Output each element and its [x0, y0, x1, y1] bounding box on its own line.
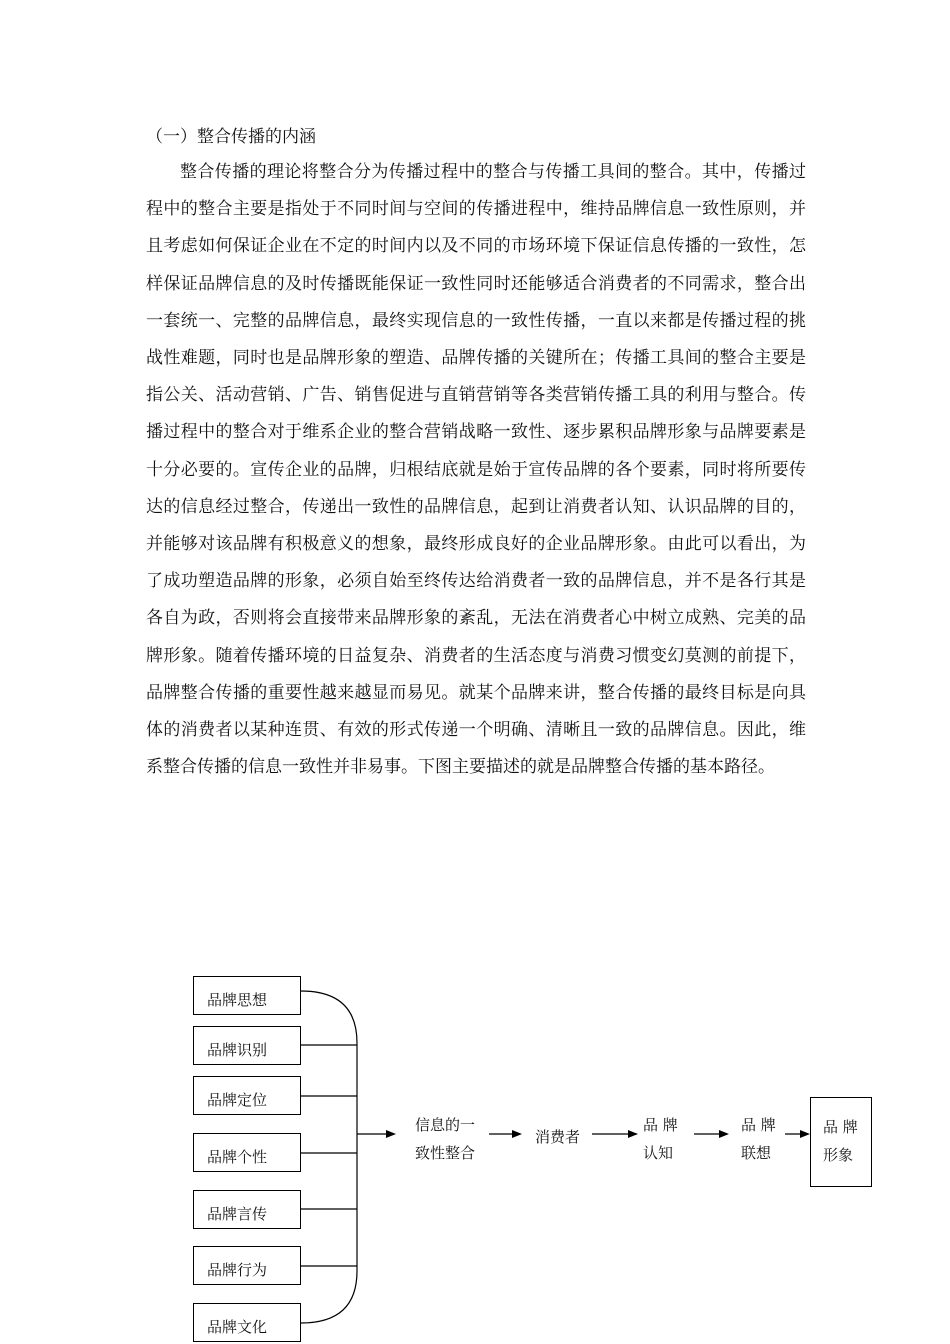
- node-association-line2: 联想: [741, 1144, 772, 1162]
- box-brand-behavior: 品牌行为: [193, 1246, 301, 1285]
- box-brand-communication: 品牌言传: [193, 1190, 301, 1229]
- section-heading: （一）整合传播的内涵: [146, 127, 316, 147]
- box-brand-positioning: 品牌定位: [193, 1076, 301, 1115]
- box-brand-image-line2: 形象: [823, 1146, 854, 1164]
- node-consumer: 消费者: [535, 1128, 581, 1146]
- body-paragraph: 整合传播的理论将整合分为传播过程中的整合与传播工具间的整合。其中，传播过程中的整合主要是指处于不同时间与空间的传播进程中，维持品牌信息一致性原则，并且考虑如何保证企业在不定的时间内以及不同的市场环境下保证信息传播的一致性，怎样保证品牌信息的及时传播既能保证一致性同时还能够适合消费者的不同需求，整合出一套统一、完整的品牌信息，最终实现信息的一致性传播，一直以来都是传播过程的挑战性难题，同时也是品牌形象的塑造、品牌传播的关键所在；传播工具间的整合主要是指公关、活动营销、广告、销售促进与直销营销等各类营销传播工具的利用与整合。传播过程中的整合对于维系企业的整合营销战略一致性、逐步累积品牌形象与品牌要素是十分必要的。宣传企业的品牌，归根结底就是始于宣传品牌的各个要素，同时将所要传达的信息经过整合，传递出一致性的品牌信息，起到让消费者认知、认识品牌的目的，并能够对该品牌有积极意义的想象，最终形成良好的企业品牌形象。由此可以看出，为了成功塑造品牌的形象，必须自始至终传达给消费者一致的品牌信息，并不是各行其是各自为政，否则将会直接带来品牌形象的紊乱，无法在消费者心中树立成熟、完美的品牌形象。随着传播环境的日益复杂、消费者的生活态度与消费习惯变幻莫测的前提下，品牌整合传播的重要性越来越显而易见。就某个品牌来讲，整合传播的最终目标是向具体的消费者以某种连贯、有效的形式传递一个明确、清晰且一致的品牌信息。因此，维系整合传播的信息一致性并非易事。下图主要描述的就是品牌整合传播的基本路径。: [146, 162, 806, 778]
- node-association-line1: 品 牌: [741, 1116, 776, 1134]
- node-association: [741, 1111, 776, 1167]
- node-cognition: [643, 1111, 678, 1167]
- arrowhead-cognition: [628, 1130, 638, 1138]
- box-brand-image-line1: 品 牌: [823, 1118, 858, 1136]
- node-integration-line2: 致性整合: [415, 1144, 476, 1162]
- box-brand-identity: 品牌识别: [193, 1026, 301, 1065]
- arrowhead-association: [719, 1130, 729, 1138]
- box-brand-culture: 品牌文化: [193, 1303, 301, 1342]
- node-cognition-line2: 认知: [643, 1144, 674, 1162]
- box-brand-personality: 品牌个性: [193, 1133, 301, 1172]
- node-integration-line1: 信息的一: [415, 1116, 476, 1134]
- node-cognition-line1: 品 牌: [643, 1116, 678, 1134]
- brace-connector: [301, 991, 357, 1323]
- arrowhead-image: [800, 1130, 810, 1138]
- arrowhead-consumer: [512, 1130, 522, 1138]
- box-brand-image: [810, 1097, 872, 1187]
- box-brand-thought: 品牌思想: [193, 976, 301, 1015]
- arrowhead-integration: [386, 1130, 396, 1138]
- node-integration: [415, 1111, 475, 1167]
